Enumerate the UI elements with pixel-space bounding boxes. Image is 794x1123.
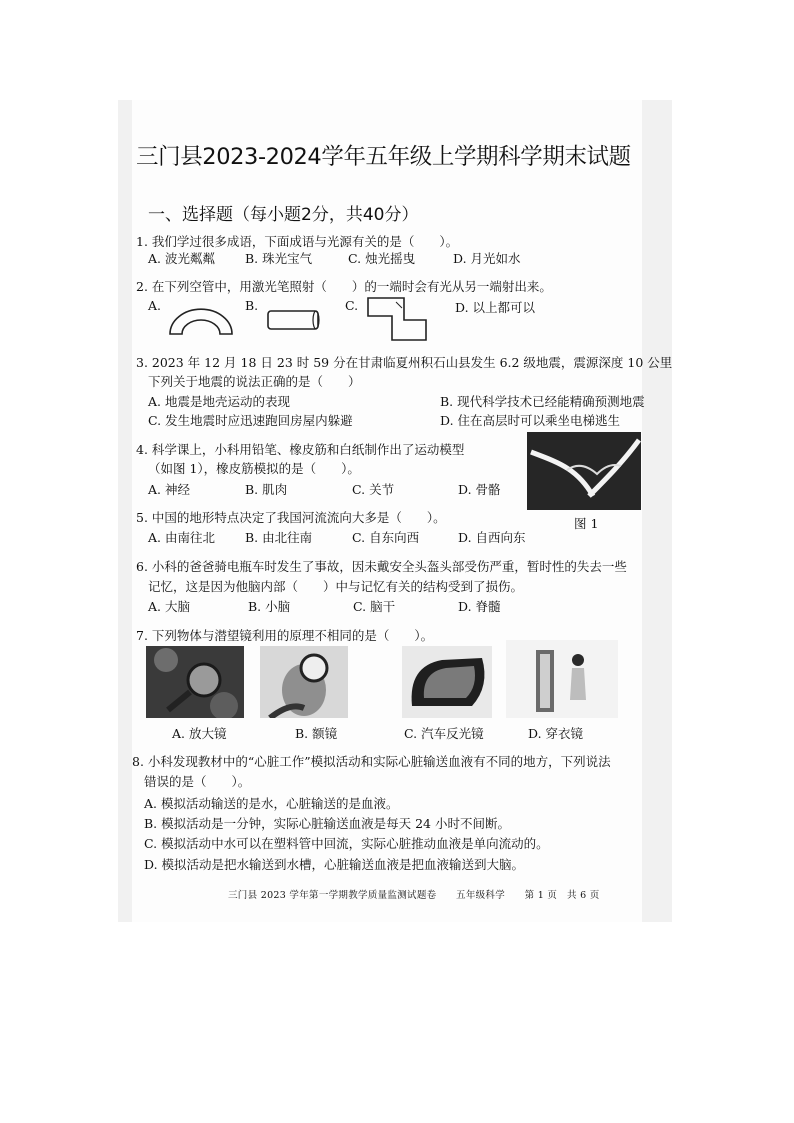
question-8-stem-2: 错误的是（ ）。 <box>144 774 251 789</box>
q3-option-d: D. 住在高层时可以乘坐电梯逃生 <box>440 413 621 428</box>
q7-option-b: B. 额镜 <box>295 726 338 741</box>
q4-option-d: D. 骨骼 <box>458 482 501 497</box>
question-6-stem: 6. 小科的爸爸骑电瓶车时发生了事故，因未戴安全头盔头部受伤严重，暂时性的失去一些 <box>136 559 627 574</box>
dressing-mirror-photo <box>506 640 618 718</box>
q8-option-b: B. 模拟活动是一分钟，实际心脏输送血液是每天 24 小时不间断。 <box>144 816 510 831</box>
question-6-stem-2: 记忆，这是因为他脑内部（ ）中与记忆有关的结构受到了损伤。 <box>148 579 524 594</box>
q8-option-a: A. 模拟活动输送的是水，心脏输送的是血液。 <box>144 796 399 811</box>
q1-option-a: A. 波光粼粼 <box>148 251 215 266</box>
arc-tube-figure <box>162 300 242 342</box>
car-mirror-photo <box>402 646 492 718</box>
exam-title: 三门县2023-2024学年五年级上学期科学期末试题 <box>136 144 631 170</box>
magnifier-photo <box>146 646 244 718</box>
q4-option-a: A. 神经 <box>148 482 190 497</box>
q3-option-a: A. 地震是地壳运动的表现 <box>148 394 290 409</box>
question-4-stem-2: （如图 1），橡皮筋模拟的是（ ）。 <box>148 461 360 476</box>
q3-option-b: B. 现代科学技术已经能精确预测地震 <box>440 394 645 409</box>
q2-option-b: B. <box>245 298 259 313</box>
question-3-stem: 3. 2023 年 12 月 18 日 23 时 59 分在甘肃临夏州积石山县发生 6.2 级地震，震源深度 10 公里 <box>136 355 673 370</box>
q2-option-d: D. 以上都可以 <box>455 300 536 315</box>
bent-tube-figure <box>366 294 432 342</box>
question-4-stem: 4. 科学课上，小科用铅笔、橡皮筋和白纸制作出了运动模型 <box>136 442 465 457</box>
section-heading: 一、选择题（每小题2分，共40分） <box>148 205 419 225</box>
figure-1-photo <box>527 432 641 510</box>
q1-option-d: D. 月光如水 <box>453 251 521 266</box>
q2-option-a: A. <box>148 298 162 313</box>
q6-option-c: C. 脑干 <box>353 599 396 614</box>
q7-option-a: A. 放大镜 <box>172 726 227 741</box>
question-5-stem: 5. 中国的地形特点决定了我国河流流向大多是（ ）。 <box>136 510 446 525</box>
question-7-stem: 7. 下列物体与潜望镜利用的原理不相同的是（ ）。 <box>136 628 434 643</box>
q6-option-d: D. 脊髓 <box>458 599 501 614</box>
q8-option-d: D. 模拟活动是把水输送到水槽，心脏输送血液是把血液输送到大脑。 <box>144 857 525 872</box>
question-1-stem: 1. 我们学过很多成语，下面成语与光源有关的是（ ）。 <box>136 234 459 249</box>
q6-option-b: B. 小脑 <box>248 599 291 614</box>
page-footer: 三门县 2023 学年第一学期教学质量监测试题卷 五年级科学 第 1 页 共 6 页 <box>228 890 600 901</box>
right-margin-shadow <box>642 100 672 922</box>
q5-option-d: D. 自西向东 <box>458 530 526 545</box>
question-8-stem: 8. 小科发现教材中的“心脏工作”模拟活动和实际心脏输送血液有不同的地方，下列说法 <box>132 754 611 769</box>
q1-option-b: B. 珠光宝气 <box>245 251 313 266</box>
question-3-stem-2: 下列关于地震的说法正确的是（ ） <box>148 374 361 389</box>
q5-option-a: A. 由南往北 <box>148 530 215 545</box>
q4-option-b: B. 肌肉 <box>245 482 288 497</box>
head-mirror-photo <box>260 646 348 718</box>
q2-option-c: C. <box>345 298 359 313</box>
q7-option-c: C. 汽车反光镜 <box>404 726 484 741</box>
q6-option-a: A. 大脑 <box>148 599 190 614</box>
figure-1-label: 图 1 <box>574 516 599 531</box>
q7-option-d: D. 穿衣镜 <box>528 726 584 741</box>
straight-tube-figure <box>266 308 326 334</box>
q5-option-b: B. 由北往南 <box>245 530 313 545</box>
question-2-stem: 2. 在下列空管中，用激光笔照射（ ）的一端时会有光从另一端射出来。 <box>136 279 552 294</box>
q4-option-c: C. 关节 <box>352 482 395 497</box>
q3-option-c: C. 发生地震时应迅速跑回房屋内躲避 <box>148 413 353 428</box>
q5-option-c: C. 自东向西 <box>352 530 420 545</box>
q1-option-c: C. 烛光摇曳 <box>348 251 416 266</box>
left-margin-shadow <box>118 100 132 922</box>
q8-option-c: C. 模拟活动中水可以在塑料管中回流，实际心脏推动血液是单向流动的。 <box>144 836 549 851</box>
